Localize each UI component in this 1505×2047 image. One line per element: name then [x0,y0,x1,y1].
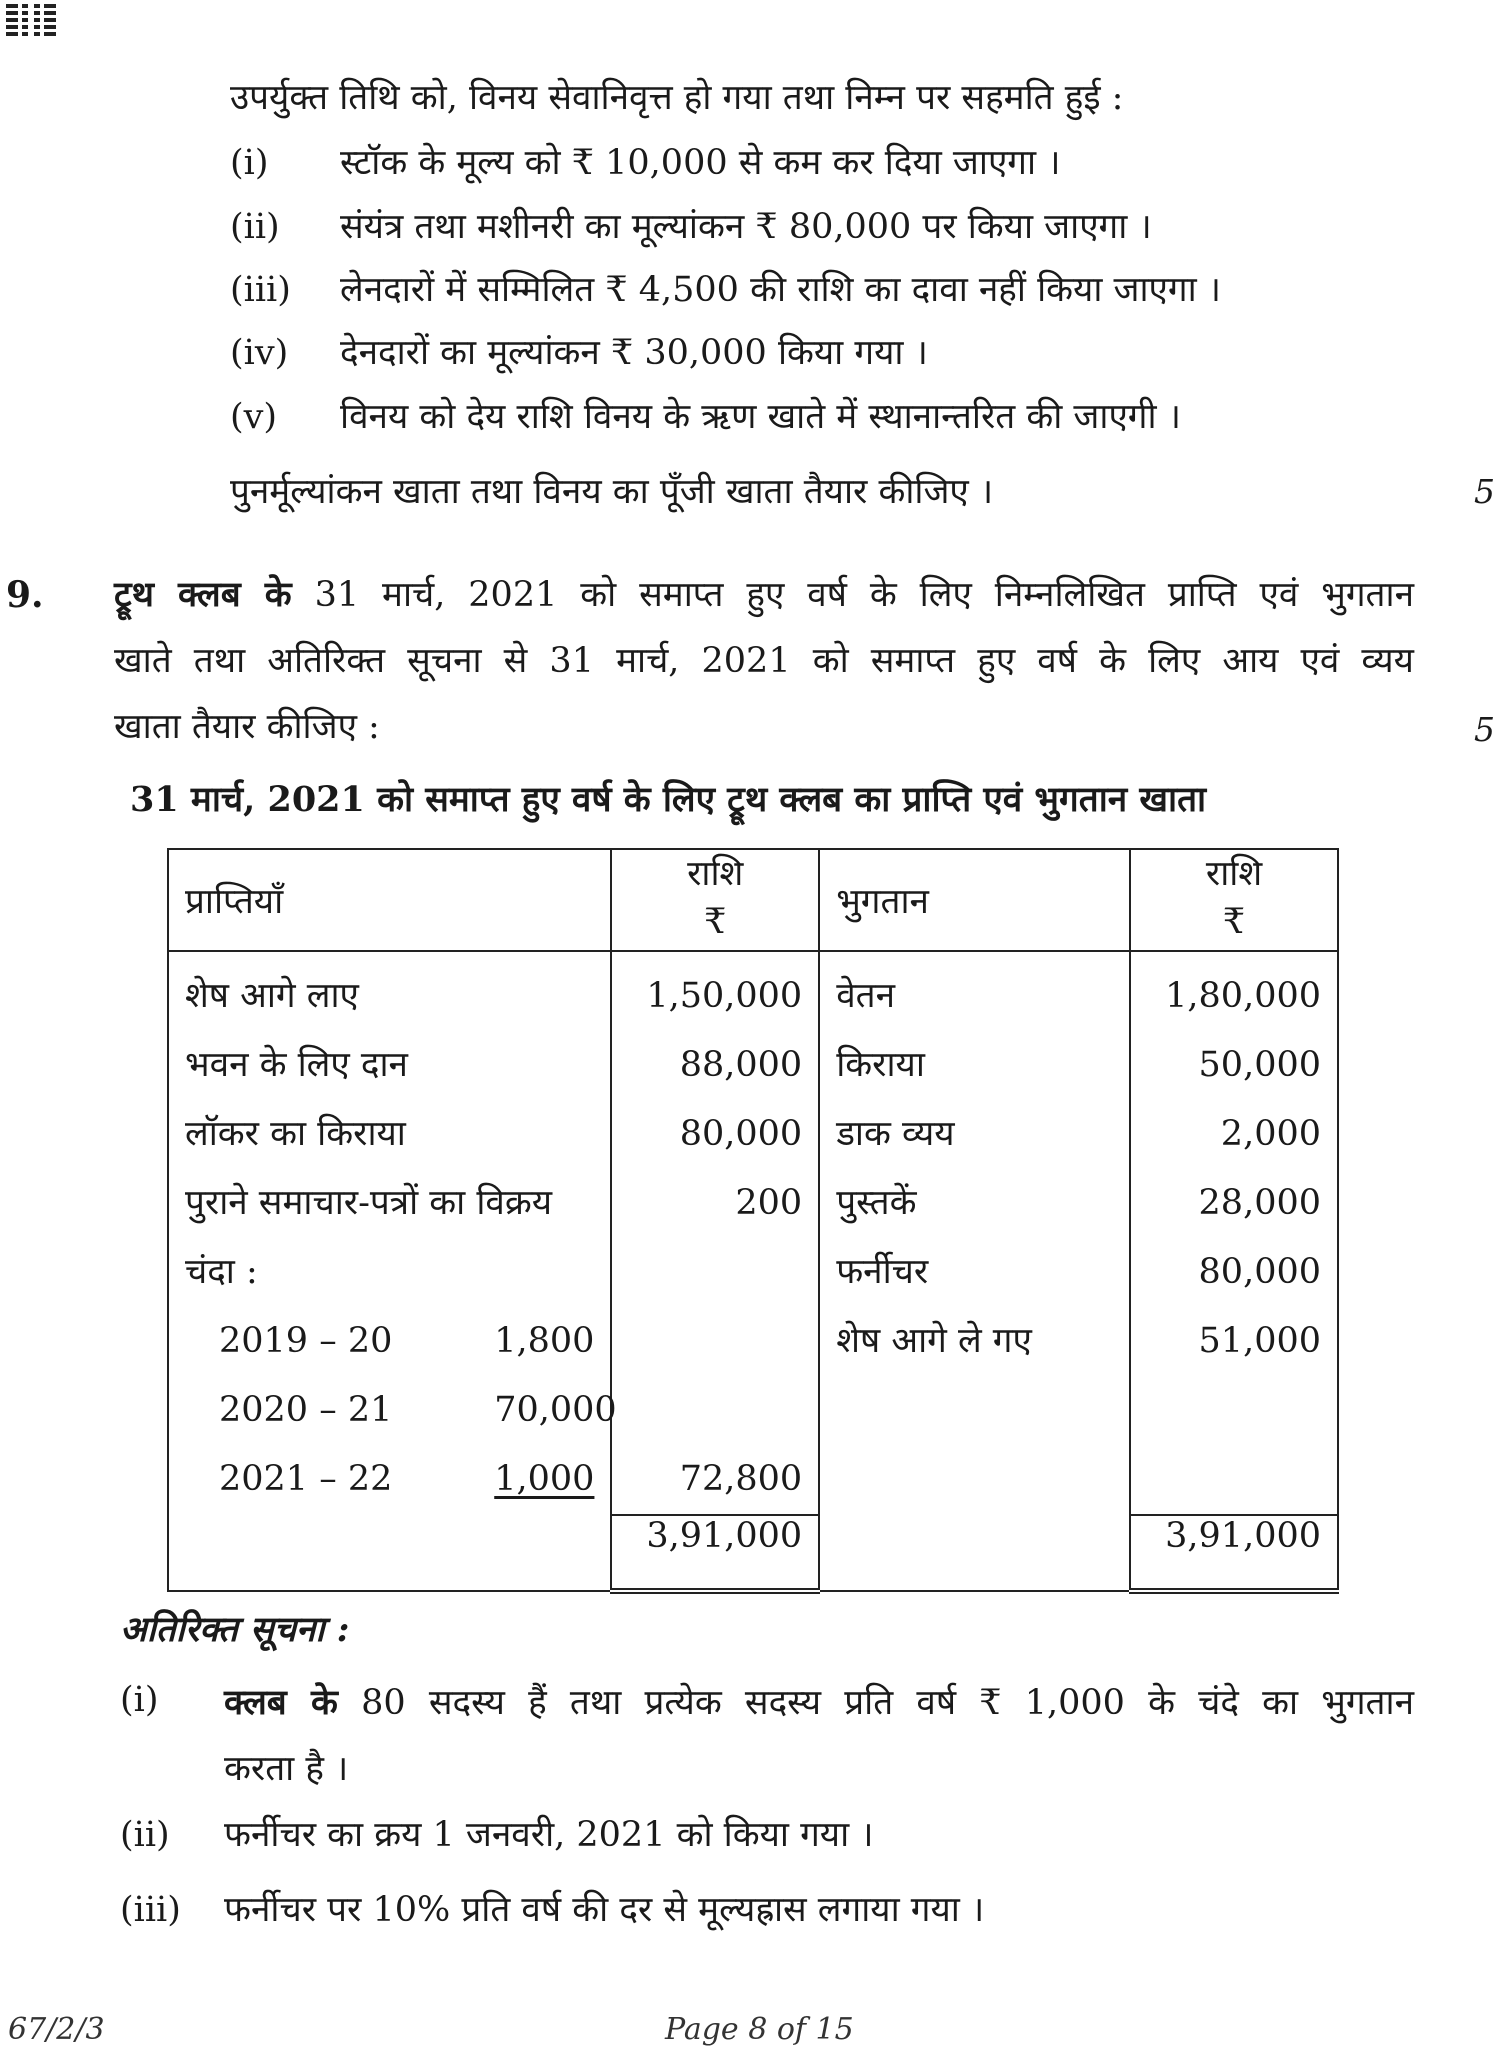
amount-label: राशि [1205,854,1263,894]
payment-label: शेष आगे ले गए [836,1321,1032,1361]
info-item-number: (iii) [120,1890,181,1930]
info-line-cont: करता है । [224,1749,349,1789]
payment-amount: 1,80,000 [1165,976,1321,1016]
currency-label: ₹ [1222,902,1246,942]
item-text: विनय को देय राशि विनय के ऋण खाते में स्थानान्तरित की जाएगी । [340,397,1181,437]
receipt-label: पुराने समाचार-पत्रों का विक्रय [185,1183,553,1223]
list-item [230,143,1060,183]
receipt-amount: 88,000 [679,1045,803,1085]
subscription-year: 2019 – 20 [219,1321,393,1361]
subscription-row [185,1445,594,1514]
list-item [230,207,1152,247]
list-item [230,333,928,373]
amount-header [611,849,819,951]
question-line-1-text: 31 मार्च, 2021 को समाप्त हुए वर्ष के लिए निम्नलिखित प्राप्ति एवं भुगतान [314,575,1414,615]
payments-column [819,951,1130,1515]
item-text: स्टॉक के मूल्य को ₹ 10,000 से कम कर दिया जाएगा । [340,143,1061,183]
amount-label: राशि [687,854,744,894]
item-text: देनदारों का मूल्यांकन ₹ 30,000 किया गया । [340,333,928,373]
page-number: Page 8 of 15 [665,2012,854,2047]
receipt-label: लॉकर का किराया [185,1114,406,1154]
subscription-value: 1,000 [494,1459,595,1499]
total-receipts: 3,91,000 [611,1515,819,1591]
payments-amount-column [1130,951,1338,1515]
intro-text: उपर्युक्त तिथि को, विनय सेवानिवृत्त हो गया तथा निम्न पर सहमति हुई : [230,78,1124,118]
instruction-text: पुनर्मूल्यांकन खाता तथा विनय का पूँजी खाता तैयार कीजिए । [230,472,994,512]
receipt-label: भवन के लिए दान [185,1045,408,1085]
club-name: क्लब के [224,1682,338,1723]
subscription-value: 1,800 [494,1321,595,1361]
subscription-year: 2020 – 21 [219,1390,393,1430]
question-line-2: खाते तथा अतिरिक्त सूचना से 31 मार्च, 2021 को समाप्त हुए वर्ष के लिए आय एवं व्यय [114,641,1414,681]
currency-label: ₹ [704,902,727,942]
question-text [114,562,1414,760]
item-number: (ii) [230,207,280,247]
payment-label: वेतन [836,976,896,1016]
club-name: ट्रूथ क्लब के [114,574,292,615]
receipts-header: प्राप्तियाँ [168,849,611,951]
receipt-amount: 1,50,000 [646,976,803,1016]
item-number: (i) [230,143,269,183]
info-item [224,1670,1414,1802]
subscription-row [185,1307,594,1376]
question-line-1 [114,562,1414,628]
empty-cell [819,1515,1130,1591]
payment-amount: 28,000 [1198,1183,1321,1223]
item-text: संयंत्र तथा मशीनरी का मूल्यांकन ₹ 80,000 पर किया जाएगा । [340,207,1152,247]
receipt-label: शेष आगे लाए [185,976,359,1016]
receipt-label: चंदा : [185,1252,258,1292]
question-number: 9. [6,574,44,616]
question-line-3: खाता तैयार कीजिए : [114,707,380,747]
paper-code: 67/2/3 [8,2012,105,2047]
payment-label: पुस्तकें [836,1183,917,1223]
receipt-amount: 80,000 [679,1114,803,1154]
total-payments: 3,91,000 [1130,1515,1338,1591]
payment-label: किराया [836,1045,925,1085]
subscription-row [185,1376,617,1445]
list-item [230,397,1181,437]
marks: 5 [1474,472,1495,511]
payment-amount: 50,000 [1198,1045,1321,1085]
list-item [230,270,1221,310]
info-item-number: (i) [120,1680,159,1720]
receipts-amount-column [611,951,819,1515]
payments-header: भुगतान [819,849,1130,951]
receipt-amount [628,1238,802,1307]
payment-label: डाक व्यय [836,1114,955,1154]
amount-header [1130,849,1338,951]
subscription-value: 70,000 [494,1390,617,1430]
marks: 5 [1474,710,1495,749]
info-line [224,1670,1414,1736]
qr-code-icon [6,2,56,36]
item-number: (v) [230,397,278,437]
item-number: (iv) [230,333,289,373]
info-text: 80 सदस्य हैं तथा प्रत्येक सदस्य प्रति वर्ष ₹ 1,000 के चंदे का भुगतान [361,1683,1414,1723]
info-item-number: (ii) [120,1815,170,1855]
receipt-amount: 200 [735,1183,803,1223]
table-title: 31 मार्च, 2021 को समाप्त हुए वर्ष के लिए ट्रूथ क्लब का प्राप्ति एवं भुगतान खाता [130,779,1207,820]
payment-amount: 80,000 [1198,1252,1321,1292]
item-number: (iii) [230,270,291,310]
payment-amount: 51,000 [1198,1321,1321,1361]
item-text: लेनदारों में सम्मिलित ₹ 4,500 की राशि का दावा नहीं किया जाएगा । [340,270,1222,310]
receipts-column [168,951,617,1515]
payment-amount: 2,000 [1220,1114,1321,1154]
receipts-payments-table [167,848,1339,1594]
additional-info-heading: अतिरिक्त सूचना : [120,1609,350,1650]
subscription-total: 72,800 [679,1459,803,1499]
info-text: फर्नीचर पर 10% प्रति वर्ष की दर से मूल्यह्रास लगाया गया । [224,1890,985,1930]
payment-label: फर्नीचर [836,1252,929,1292]
info-text: फर्नीचर का क्रय 1 जनवरी, 2021 को किया गया । [224,1815,874,1855]
empty-cell [168,1515,611,1591]
subscription-year: 2021 – 22 [219,1459,393,1499]
